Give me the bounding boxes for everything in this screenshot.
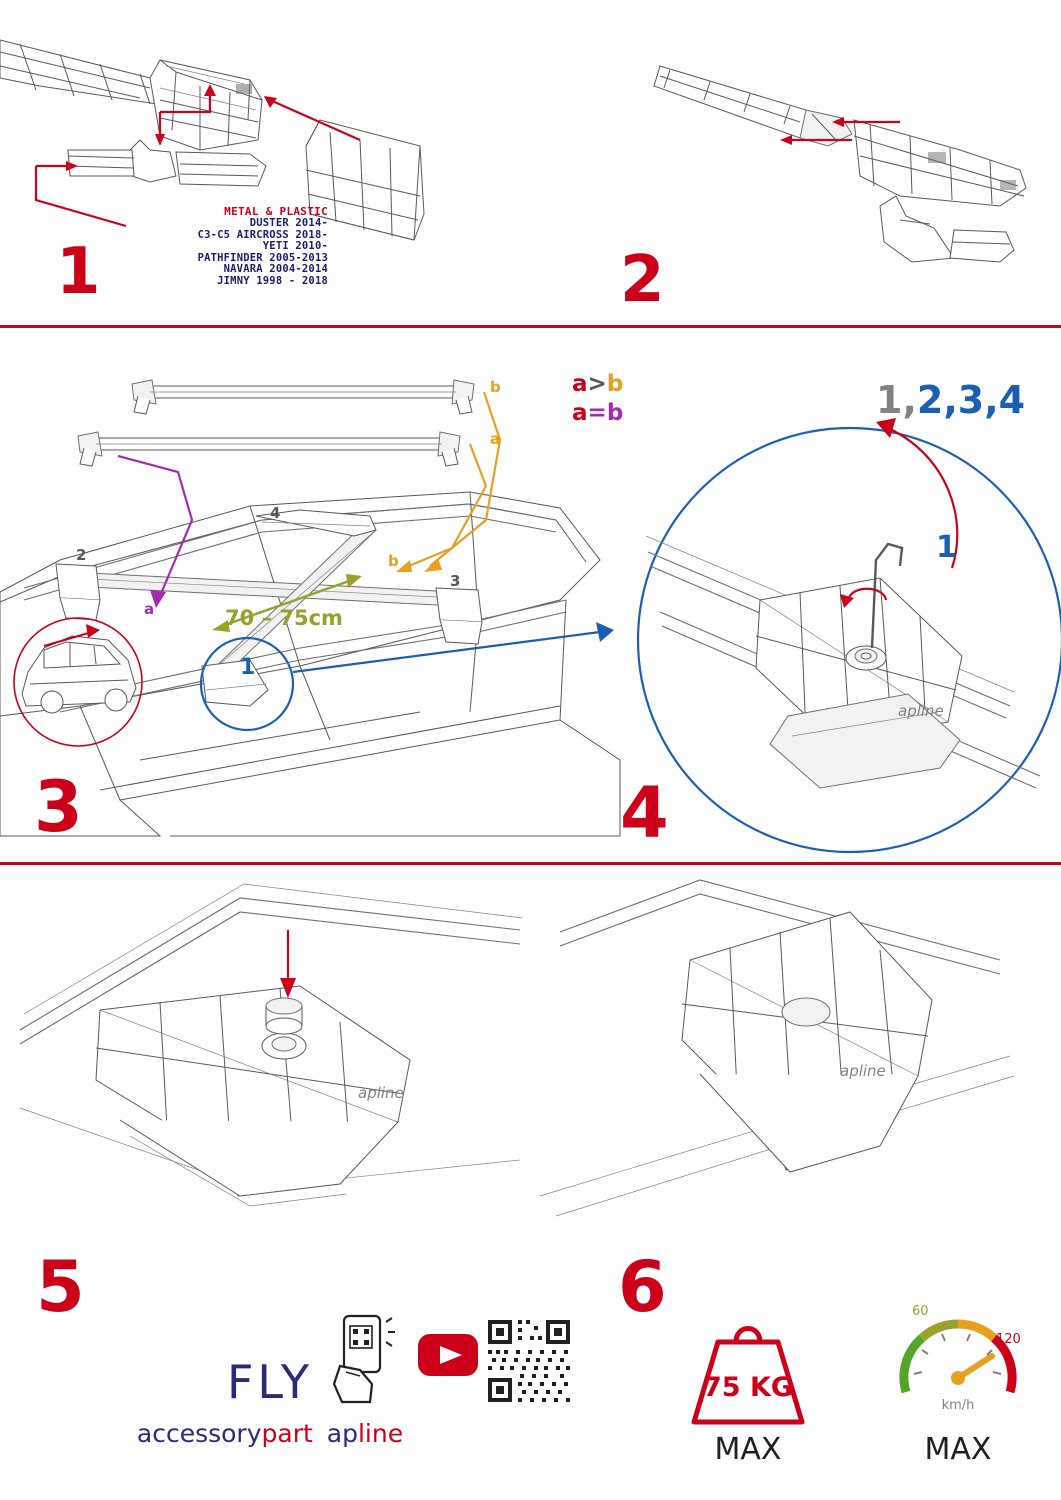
sequence-blue: 2,3,4 [916, 378, 1026, 422]
vehicle-item: NAVARA 2004-2014 [223, 263, 328, 275]
position-label-3: 3 [450, 572, 461, 590]
step-number-6: 6 [618, 1246, 667, 1328]
vehicle-item: DUSTER 2014- [249, 217, 328, 229]
position-label-2: 2 [76, 546, 87, 564]
weight-value: 75 KG [702, 1372, 794, 1403]
media-icons [330, 1310, 580, 1410]
svg-text:apline: apline [898, 702, 944, 720]
step-number-5: 5 [36, 1246, 85, 1328]
svg-text:apline: apline [358, 1084, 404, 1102]
step4-callout: 1 [936, 530, 957, 565]
position-label-1: 1 [240, 655, 256, 680]
comparison-op: > [587, 371, 607, 397]
step-number-2: 2 [620, 243, 665, 317]
step-number-1: 1 [56, 235, 101, 309]
tagline-line: line [357, 1419, 404, 1448]
step-number-3: 3 [34, 766, 83, 848]
svg-text:apline: apline [840, 1062, 886, 1080]
step-number-4: 4 [620, 772, 669, 854]
tagline-ap: ap [326, 1419, 358, 1448]
weight-limit [678, 1310, 818, 1435]
comparison-b: b [606, 400, 624, 426]
phone-scan-icon [334, 1316, 395, 1402]
youtube-icon [418, 1334, 478, 1376]
gauge-tick-60: 60 [912, 1304, 929, 1319]
sequence-grey: 1, [876, 378, 917, 422]
position-label-4: 4 [270, 504, 281, 522]
bar-label-b-roof: b [388, 552, 399, 570]
speed-unit: km/h [941, 1398, 975, 1413]
bar-label-b-top: b [490, 378, 501, 396]
vehicle-item: C3-C5 AIRCROSS 2018- [197, 228, 328, 241]
comparison-a: a [572, 371, 588, 397]
brand-name: FLY [226, 1355, 314, 1409]
step1-heading: METAL & PLASTIC [224, 205, 328, 218]
weight-icon [678, 1310, 818, 1430]
vehicle-item: PATHFINDER 2005-2013 [197, 251, 328, 264]
tagline-accessory: accessory [136, 1419, 262, 1448]
bar-label-a-roof: a [144, 600, 155, 618]
distance-label: 70 – 75cm [225, 606, 343, 630]
qr-code [486, 1318, 572, 1404]
comparison-a: a [572, 400, 588, 426]
gauge-tick-120: 120 [996, 1332, 1021, 1347]
bar-label-a-top: a [490, 430, 501, 448]
vehicle-item: YETI 2010- [262, 240, 328, 252]
tagline-part: part [261, 1419, 313, 1448]
speed-caption: MAX [924, 1432, 992, 1467]
brand-tagline [60, 1419, 480, 1448]
comparison-b: b [606, 371, 624, 397]
weight-caption: MAX [714, 1432, 782, 1467]
vehicle-item: JIMNY 1998 - 2018 [217, 274, 328, 287]
comparison-op: = [587, 400, 607, 426]
